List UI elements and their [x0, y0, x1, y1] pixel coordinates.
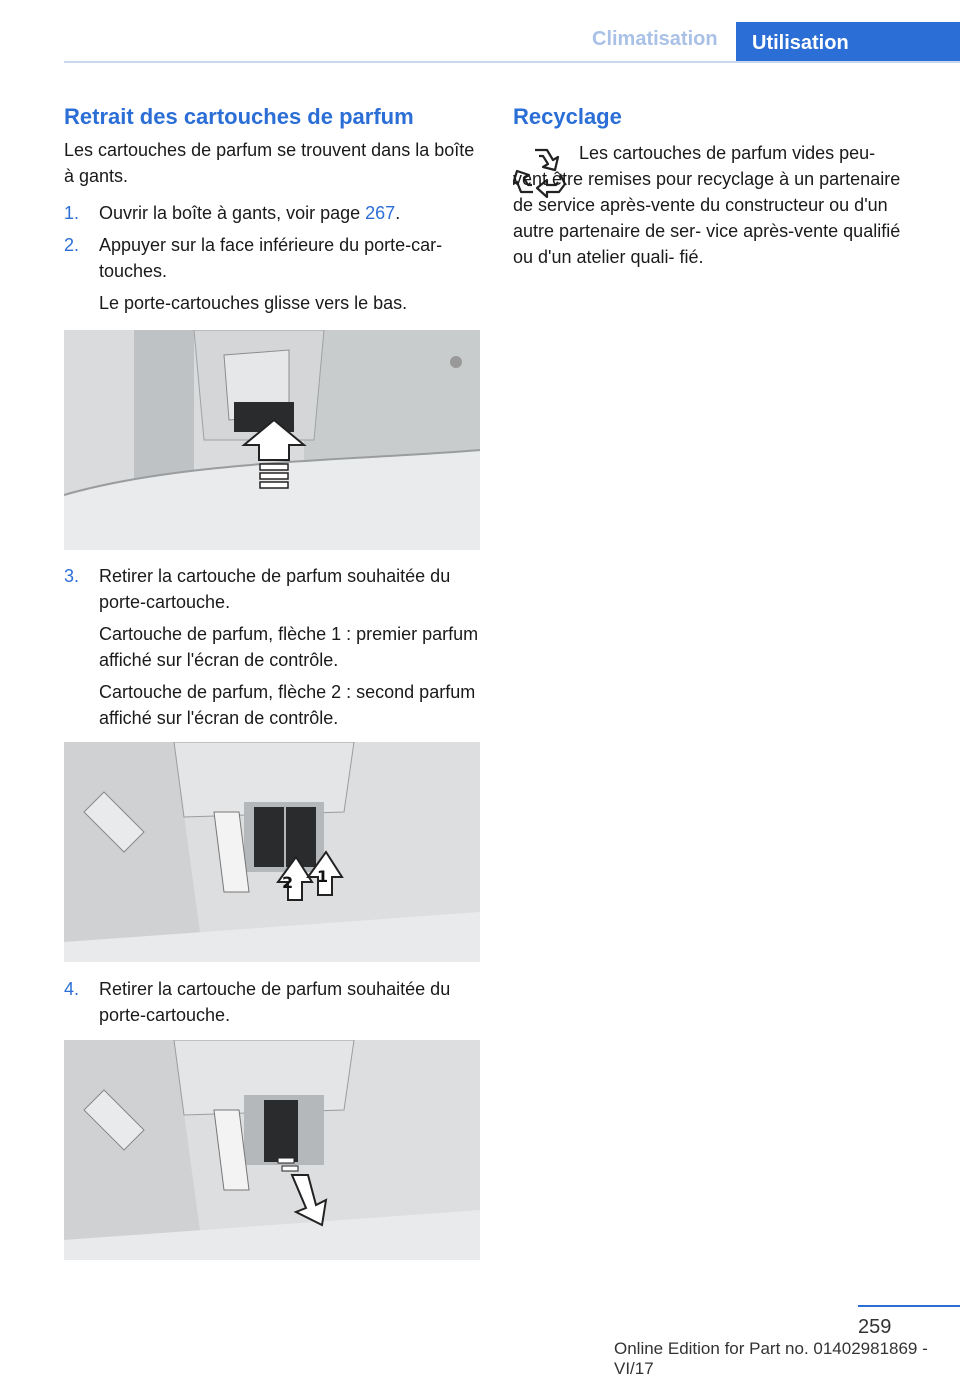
intro-text: Les cartouches de parfum se trouvent dans la boîte à gants.	[64, 140, 475, 186]
recycling-text: Les cartouches de parfum vides peu‐ vent être remises pour recyclage à un partenaire de service après-vente du constructeur ou d'un autre partenaire de ser‐ vice après-vente qualifié ou d'un atelier quali‐ fié.	[513, 143, 901, 267]
header-rule	[64, 61, 960, 63]
header-section-title: Climatisation	[592, 28, 718, 50]
figure-remove-cartridge	[64, 1040, 480, 1260]
step-4	[64, 976, 484, 1032]
figure-cartridges-numbered	[64, 742, 480, 962]
step-text: Retirer la cartouche de parfum souhaitée du porte-cartouche.	[99, 979, 451, 1025]
step-text: Ouvrir la boîte à gants, voir page	[99, 203, 366, 223]
step-text: Retirer la cartouche de parfum souhaitée du porte-cartouche.	[99, 566, 451, 612]
step-number: 4.	[64, 979, 80, 999]
edition-footer: Online Edition for Part no. 01402981869 - VI/17	[614, 1339, 928, 1378]
step-3	[64, 563, 484, 728]
arrow-label-2: 2	[282, 873, 294, 892]
step-number: 2.	[64, 235, 80, 255]
page-link[interactable]: 267	[365, 203, 396, 223]
step-text: Appuyer sur la face inférieure du porte-car‐ touches.	[99, 235, 443, 281]
page-number: 259	[858, 1316, 892, 1338]
step-note: Cartouche de parfum, flèche 1 : premier parfum affiché sur l'écran de contrôle.	[99, 624, 479, 670]
recycling-title: Recyclage	[513, 104, 622, 129]
arrow-label-1: 1	[317, 867, 329, 886]
footer-rule	[858, 1305, 960, 1307]
section-title: Retrait des cartouches de parfum	[64, 104, 414, 129]
step-number: 1.	[64, 203, 80, 223]
step-1: 1. Ouvrir la boîte à gants, voir page 267.	[64, 200, 484, 228]
figure-push-holder	[64, 330, 480, 550]
step-2	[64, 232, 484, 322]
step-number: 3.	[64, 566, 80, 586]
step-note: Cartouche de parfum, flèche 2 : second parfum affiché sur l'écran de contrôle.	[99, 682, 476, 728]
step-note: Le porte-cartouches glisse vers le bas.	[99, 293, 408, 313]
header-chapter-tab: Utilisation	[736, 22, 960, 62]
